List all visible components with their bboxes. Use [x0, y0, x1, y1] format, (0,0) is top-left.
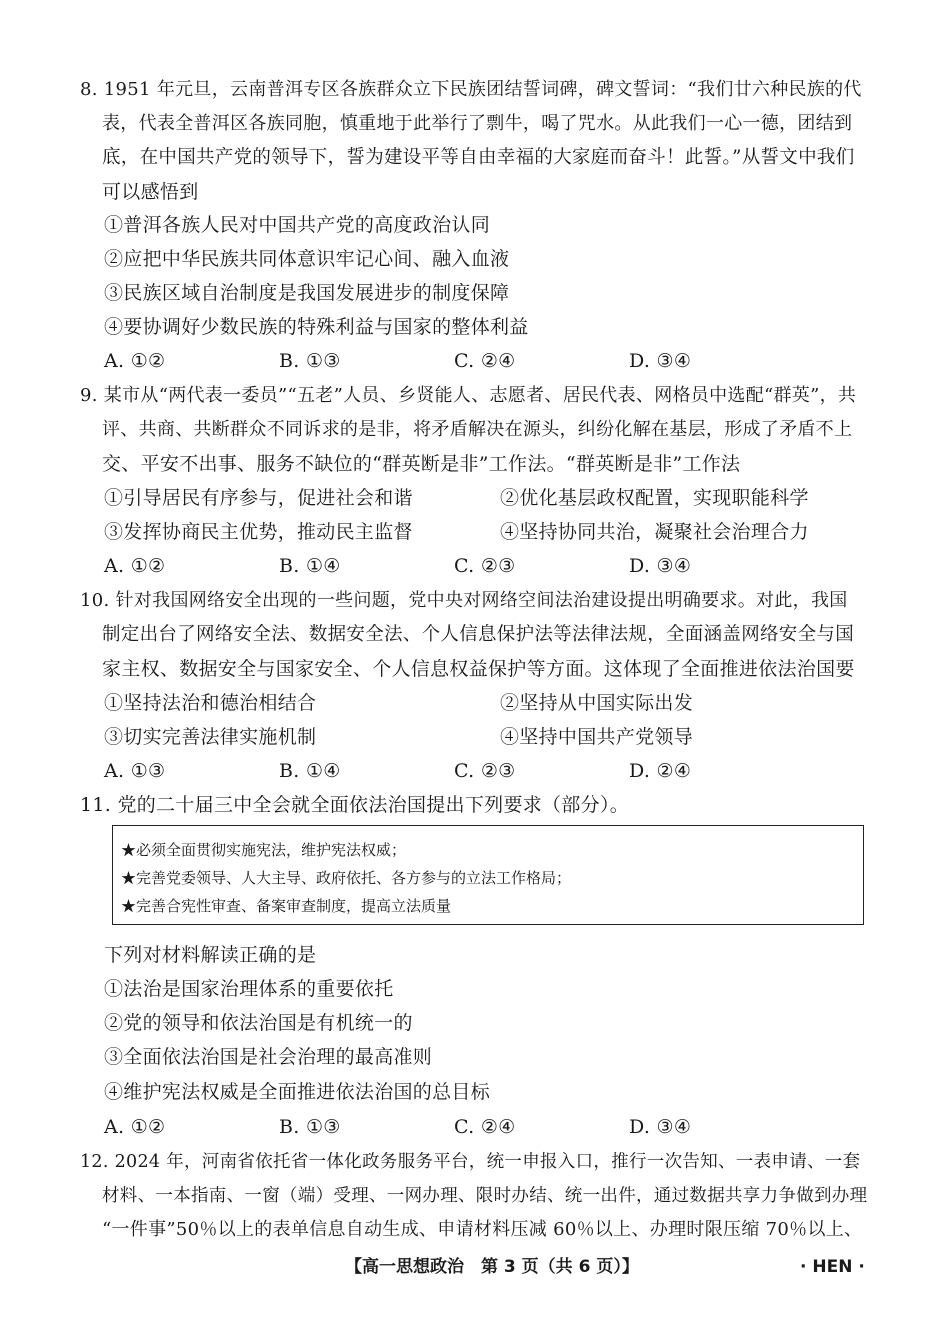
q9-line-3: 交、平安不出事、服务不缺位的“群英断是非”工作法。“群英断是非”工作法 [102, 453, 741, 475]
q8-choice-a: A. ①② [104, 350, 166, 372]
q10-choice-b: B. ①④ [279, 760, 341, 782]
q8-line-3: 底，在中国共产党的领导下，誓为建设平等自由幸福的大家庭而奋斗！此誓。”从誓文中我们 [102, 147, 855, 168]
q8-option-3: ③民族区域自治制度是我国发展进步的制度保障 [104, 282, 510, 304]
q8-option-4: ④要协调好少数民族的特殊利益与国家的整体利益 [104, 316, 529, 338]
q9-choice-d: D. ③④ [629, 555, 692, 577]
q12-line-2: 材料、一本指南、一窗（端）受理、一网办理、限时办结、统一出件，通过数据共享力争做到办理 [102, 1186, 868, 1206]
q10-line-3: 家主权、数据安全与国家安全、个人信息权益保护等方面。这体现了全面推进依法治国要 [102, 658, 855, 680]
q9-choice-a: A. ①② [104, 555, 166, 577]
q10-option-1: ①坚持法治和德治相结合 [104, 692, 317, 714]
q11-material-box [112, 825, 864, 925]
q8-choice-b: B. ①③ [279, 350, 341, 372]
q9-line-2: 评、共商、共断群众不同诉求的是非，将矛盾解决在源头，纠纷化解在基层，形成了矛盾不上 [102, 419, 853, 440]
q8-choice-c: C. ②④ [454, 350, 516, 372]
q9-line-1: 9. 某市从“两代表一委员”“五老”人员、乡贤能人、志愿者、居民代表、网格员中选配“群英”，共 [80, 385, 857, 406]
q10-choice-d: D. ②④ [629, 760, 692, 782]
q9-option-3: ③发挥协商民主优势，推动民主监督 [104, 521, 413, 543]
q8-option-2: ②应把中华民族共同体意识牢记心间、融入血液 [104, 248, 510, 270]
footer-page-info: 【高一思想政治 第 3 页（共 6 页）】 [345, 1257, 639, 1277]
q11-option-2: ②党的领导和依法治国是有机统一的 [104, 1012, 413, 1034]
q9-option-4: ④坚持协同共治，凝聚社会治理合力 [500, 521, 809, 543]
q11-choice-d: D. ③④ [629, 1116, 692, 1138]
q9-option-1: ①引导居民有序参与，促进社会和谐 [104, 487, 413, 509]
q12-line-3: “一件事”50％以上的表单信息自动生成、申请材料压减 60％以上、办理时限压缩 70％以上、 [102, 1219, 863, 1240]
footer-exam-code: · HEN · [800, 1257, 865, 1277]
q11-option-3: ③全面依法治国是社会治理的最高准则 [104, 1046, 433, 1068]
q11-material-item-1: ★必须全面贯彻实施宪法，维护宪法权威； [121, 841, 407, 859]
q9-choice-b: B. ①④ [279, 555, 341, 577]
q8-option-1: ①普洱各族人民对中国共产党的高度政治认同 [104, 214, 491, 236]
q10-choice-a: A. ①③ [104, 760, 166, 782]
q10-option-4: ④坚持中国共产党领导 [500, 726, 694, 748]
q8-answer-choices [104, 348, 804, 374]
q12-line-1: 12. 2024 年，河南省依托省一体化政务服务平台，统一申报入口，推行一次告知、一表申请、一套 [80, 1152, 861, 1172]
q11-option-4: ④维护宪法权威是全面推进依法治国的总目标 [104, 1081, 491, 1103]
q8-line-1: 8. 1951 年元旦，云南普洱专区各族群众立下民族团结誓词碑，碑文誓词：“我们廿六种民族的代 [80, 79, 862, 100]
q11-choice-a: A. ①② [104, 1116, 166, 1138]
q8-choice-d: D. ③④ [629, 350, 692, 372]
q10-line-1: 10. 针对我国网络安全出现的一些问题，党中央对网络空间法治建设提出明确要求。对此，我国 [80, 590, 848, 611]
q10-option-3: ③切实完善法律实施机制 [104, 726, 317, 748]
q11-prompt: 下列对材料解读正确的是 [104, 944, 317, 966]
q11-material-item-3: ★完善合宪性审查、备案审查制度，提高立法质量 [121, 897, 452, 915]
q11-material-item-2: ★完善党委领导、人大主导、政府依托、各方参与的立法工作格局； [121, 869, 572, 887]
q9-option-2: ②优化基层政权配置，实现职能科学 [500, 487, 809, 509]
q10-choice-c: C. ②③ [454, 760, 516, 782]
q11-choice-c: C. ②④ [454, 1116, 516, 1138]
q11-option-1: ①法治是国家治理体系的重要依托 [104, 978, 394, 1000]
q8-line-4: 可以感悟到 [102, 181, 199, 203]
q10-option-2: ②坚持从中国实际出发 [500, 692, 694, 714]
q11-answer-choices [104, 1114, 804, 1140]
q10-line-2: 制定出台了网络安全法、数据安全法、个人信息保护法等法律法规，全面涵盖网络安全与国 [102, 624, 855, 645]
q9-choice-c: C. ②③ [454, 555, 516, 577]
q10-answer-choices [104, 758, 804, 784]
q11-choice-b: B. ①③ [279, 1116, 341, 1138]
q8-line-2: 表，代表全普洱区各族同胞，慎重地于此举行了剽牛，喝了咒水。从此我们一心一德，团结到 [102, 113, 853, 134]
q9-answer-choices [104, 553, 804, 579]
q11-line-1: 11. 党的二十届三中全会就全面依法治国提出下列要求（部分）。 [80, 794, 630, 816]
